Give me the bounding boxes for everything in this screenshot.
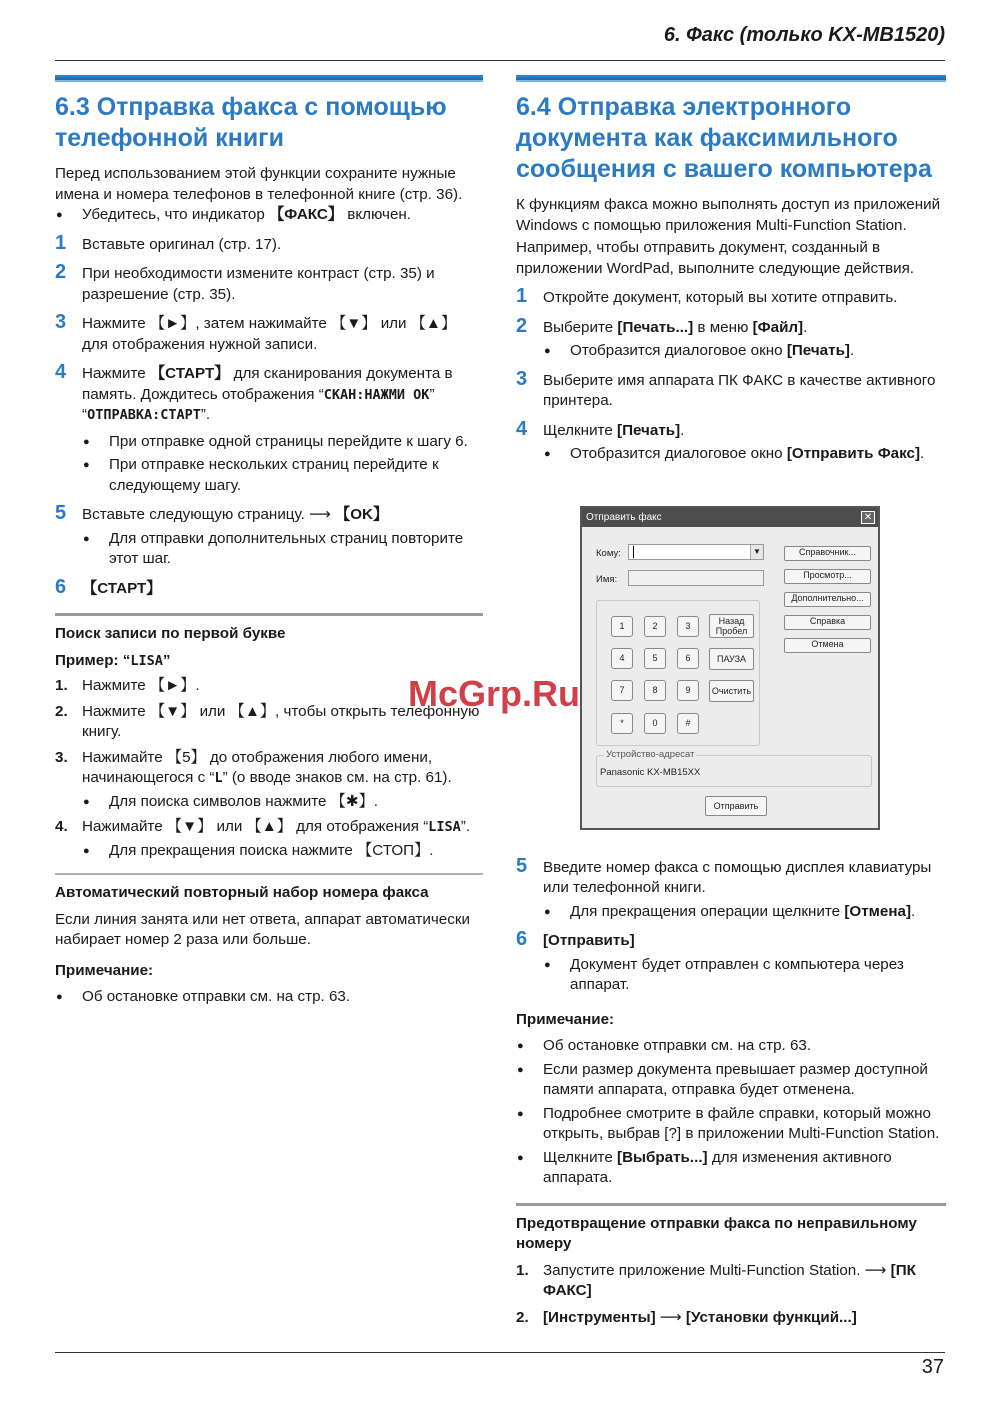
step-2: 2 Выберите [Печать...] в меню [Файл]. ● Отобразится диалоговое окно [Печать]. <box>516 318 946 362</box>
prevent-step-2: 2. [Инструменты] ⟶ [Установки функций...] <box>516 1308 857 1326</box>
step-2: 2 При необходимости измените контраст (стр. 35) и разрешение (стр. 35). <box>55 261 435 303</box>
note-bullet: ● Об остановке отправки см. на стр. 63. <box>55 987 483 1008</box>
space-label: Пробел <box>715 626 748 636</box>
key-7[interactable]: 7 <box>611 680 633 701</box>
redial-heading: Автоматический повторный набор номера факса <box>55 884 429 901</box>
step-5: 5 Введите номер факса с помощью дисплея клавиатуры или телефонной книги. ● Для прекращения операции щелкните [Отмена]. <box>516 858 946 923</box>
key-2[interactable]: 2 <box>644 616 666 637</box>
pause-button[interactable]: ПАУЗА <box>709 648 754 670</box>
note-heading: Примечание: <box>516 1010 615 1028</box>
text-cursor <box>633 546 634 558</box>
search-step-2: 2. Нажмите 【▼】 или 【▲】, чтобы открыть телефонную книгу. <box>55 702 480 740</box>
example-line: Пример: “LISA” <box>55 651 171 669</box>
key-4[interactable]: 4 <box>611 648 633 669</box>
prevent-step-1: 1. Запустите приложение Multi-Function Station. ⟶ [ПК ФАКС] <box>516 1261 916 1299</box>
section-bar <box>516 75 946 82</box>
step-4-bullet-1: ● При отправке одной страницы перейдите к шагу 6. <box>82 432 483 453</box>
bullet-indicator: ● Убедитесь, что индикатор 【ФАКС】 включен. <box>55 205 483 226</box>
search-step-4-bullet: ● Для прекращения поиска нажмите 【СТОП】. <box>82 841 483 862</box>
note-bullet-2: ● Если размер документа превышает размер доступной памяти аппарата, отправка будет отменена. <box>516 1060 946 1101</box>
step-1: 1 Откройте документ, который вы хотите отправить. <box>516 285 898 307</box>
key-star[interactable]: * <box>611 713 633 734</box>
key-3[interactable]: 3 <box>677 616 699 637</box>
key-5[interactable]: 5 <box>644 648 666 669</box>
key-8[interactable]: 8 <box>644 680 666 701</box>
phonebook-button[interactable]: Справочник... <box>784 546 871 561</box>
step-5-bullet: ● Для отправки дополнительных страниц повторите этот шаг. <box>82 529 483 570</box>
note-bullet-3: ● Подробнее смотрите в файле справки, который можно открыть, выбрав [?] в приложении Multi-Function Station. <box>516 1104 946 1145</box>
intro-text-2: Например, чтобы отправить документ, созданный в приложении WordPad, выполните следующие действия. <box>516 239 915 277</box>
to-input[interactable] <box>628 544 764 560</box>
close-icon[interactable]: ✕ <box>861 511 875 524</box>
page-number: 37 <box>921 1356 944 1378</box>
dialog-titlebar <box>582 508 878 527</box>
back-space-button[interactable] <box>709 614 754 638</box>
chevron-down-icon[interactable]: ▼ <box>750 545 763 559</box>
left-column <box>55 75 483 1008</box>
divider <box>55 613 483 616</box>
search-heading: Поиск записи по первой букве <box>55 625 286 642</box>
section-6-3-title: 6.3 Отправка факса с помощью телефонной книги <box>55 93 447 152</box>
divider <box>55 873 483 875</box>
clear-button[interactable]: Очистить <box>709 680 754 702</box>
key-0[interactable]: 0 <box>644 713 666 734</box>
help-button[interactable]: Справка <box>784 615 871 630</box>
step-2-bullet: ● Отобразится диалоговое окно [Печать]. <box>543 341 946 362</box>
step-4: 4 Щелкните [Печать]. ● Отобразится диалоговое окно [Отправить Факс]. <box>516 421 946 465</box>
step-5-bullet: ● Для прекращения операции щелкните [Отмена]. <box>543 902 946 923</box>
step-6: 6 【СТАРТ】 <box>55 575 162 598</box>
step-4: 4 Нажмите 【СТАРТ】 для сканирования документа в память. Дождитесь отображения “СКАН:НАЖМИ OK” “ОТПРАВКА:СТАРТ”. ● При отправке одной страницы перейдите к шагу 6. ● При отправке нескольких страниц перейдите к следующему шагу. <box>55 364 483 496</box>
device-name: Panasonic KX-MB15XX <box>600 767 701 778</box>
search-step-3: 3. Нажимайте 【5】 до отображения любого имени, начинающегося с “L” (о вводе знаков см. на стр. 61). ● Для поиска символов нажмите 【✱】. <box>55 748 483 813</box>
more-button[interactable]: Дополнительно... <box>784 592 871 607</box>
preview-button[interactable]: Просмотр... <box>784 569 871 584</box>
prevent-heading: Предотвращение отправки факса по неправильному номеру <box>516 1214 917 1252</box>
divider <box>516 1203 946 1206</box>
footer-rule <box>55 1352 945 1353</box>
step-5: 5 Вставьте следующую страницу. ⟶ 【OK】 ● Для отправки дополнительных страниц повторите этот шаг. <box>55 505 483 570</box>
send-button[interactable]: Отправить <box>705 796 767 816</box>
section-bar <box>55 75 483 82</box>
intro-text: Перед использованием этой функции сохраните нужные имена и номера телефонов в телефонной книге (стр. 36). <box>55 165 463 203</box>
redial-text: Если линия занята или нет ответа, аппарат автоматически набирает номер 2 раза или больше. <box>55 910 470 948</box>
search-step-3-bullet: ● Для поиска символов нажмите 【✱】. <box>82 792 483 813</box>
step-3: 3 Выберите имя аппарата ПК ФАКС в качестве активного принтера. <box>516 367 936 409</box>
step-3: 3 Нажмите 【►】, затем нажимайте 【▼】 или 【▲】 для отображения нужной записи. <box>55 311 457 353</box>
name-label: Имя: <box>596 574 618 585</box>
back-label: Назад <box>718 616 745 626</box>
step-1: 1 Вставьте оригинал (стр. 17). <box>55 231 282 254</box>
name-field <box>628 570 764 586</box>
key-1[interactable]: 1 <box>611 616 633 637</box>
key-6[interactable]: 6 <box>677 648 699 669</box>
search-step-1: 1. Нажмите 【►】. <box>55 677 200 694</box>
note-bullet-1: ● Об остановке отправки см. на стр. 63. <box>516 1036 946 1057</box>
note-heading: Примечание: <box>55 961 154 979</box>
send-fax-dialog <box>580 506 880 830</box>
section-6-4-title: 6.4 Отправка электронного документа как факсимильного сообщения с вашего компьютера <box>516 93 932 183</box>
cancel-button[interactable]: Отмена <box>784 638 871 653</box>
dialog-title: Отправить факс <box>586 512 662 523</box>
page-header-title: 6. Факс (только KX-MB1520) <box>663 24 945 46</box>
help-icon: ? <box>668 1125 677 1142</box>
step-4-bullet: ● Отобразится диалоговое окно [Отправить Факс]. <box>543 444 946 465</box>
device-group-label: Устройство-адресат <box>606 749 695 760</box>
key-9[interactable]: 9 <box>677 680 699 701</box>
step-4-bullet-2: ● При отправке нескольких страниц перейдите к следующему шагу. <box>82 455 483 496</box>
step-6-bullet: ● Документ будет отправлен с компьютера через аппарат. <box>543 955 946 996</box>
key-hash[interactable]: # <box>677 713 699 734</box>
search-step-4: 4. Нажимайте 【▼】 или 【▲】 для отображения “LISA”. ● Для прекращения поиска нажмите 【СТОП】. <box>55 817 483 861</box>
header-rule <box>55 60 945 61</box>
note-bullet-4: ● Щелкните [Выбрать...] для изменения активного аппарата. <box>516 1148 946 1189</box>
watermark: McGrp.Ru <box>408 673 581 714</box>
intro-text-1: К функциям факса можно выполнять доступ из приложений Windows с помощью приложения Multi-Function Station. <box>516 196 941 234</box>
to-label: Кому: <box>596 548 621 559</box>
step-6: 6 [Отправить] ● Документ будет отправлен с компьютера через аппарат. <box>516 931 946 996</box>
